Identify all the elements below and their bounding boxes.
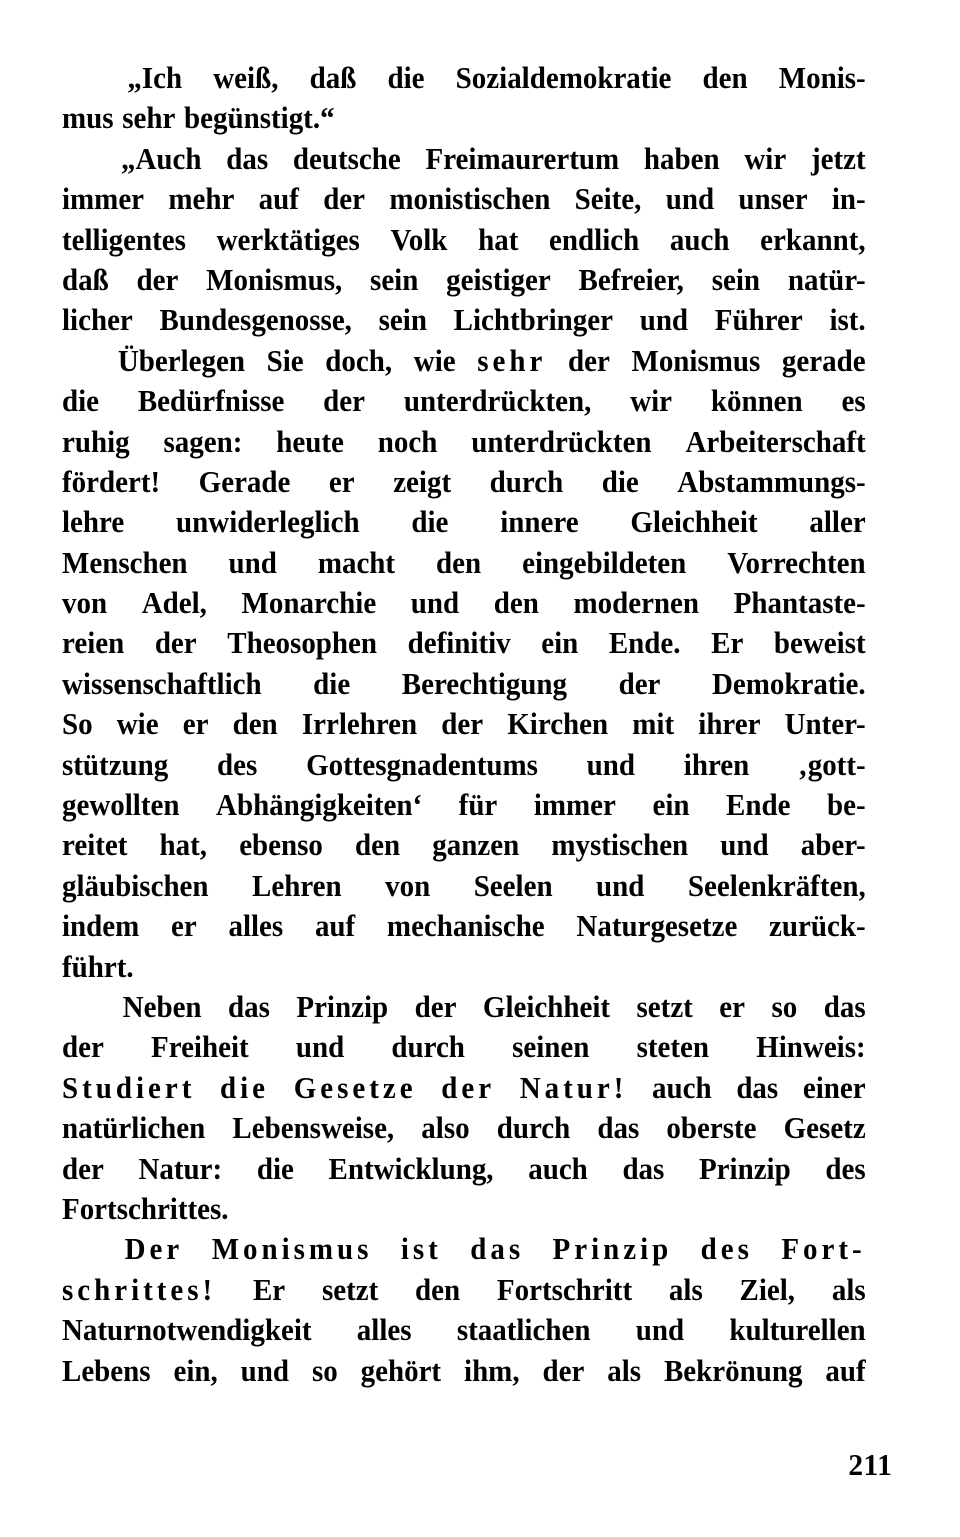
text-line bbox=[62, 825, 866, 865]
word: auch bbox=[669, 222, 730, 257]
word: Freiheit bbox=[151, 1030, 249, 1065]
word: Monis- bbox=[778, 61, 866, 95]
word: setzt bbox=[321, 1272, 379, 1307]
text-line bbox=[62, 462, 866, 502]
word: Lichtbringer bbox=[453, 303, 613, 338]
word: Abstammungs- bbox=[677, 464, 866, 499]
word: das bbox=[470, 1232, 525, 1267]
word: der bbox=[62, 1030, 104, 1065]
text-line bbox=[62, 1310, 866, 1350]
word: es bbox=[841, 384, 866, 419]
word: Prinzip bbox=[698, 1151, 791, 1186]
word: und bbox=[228, 545, 277, 580]
word: daß bbox=[62, 262, 109, 297]
paragraph bbox=[62, 58, 866, 139]
word: begünstigt.“ bbox=[184, 101, 335, 136]
word: Kirchen bbox=[507, 707, 609, 742]
word: Freimaurertum bbox=[425, 141, 620, 176]
word: Monismus bbox=[631, 343, 761, 378]
word: natürlichen bbox=[62, 1111, 206, 1146]
word: macht bbox=[317, 545, 396, 580]
word: und bbox=[635, 1313, 685, 1348]
word: Neben bbox=[122, 989, 202, 1024]
word: eingebildeten bbox=[522, 545, 687, 580]
word: Monismus, bbox=[206, 262, 343, 297]
word: Gesetze bbox=[293, 1070, 417, 1105]
word: ganzen bbox=[432, 828, 520, 863]
word: die bbox=[601, 464, 639, 499]
word: reitet bbox=[62, 828, 128, 863]
word: auch bbox=[652, 1070, 712, 1105]
text-line bbox=[62, 98, 866, 138]
word: Bundesgenosse, bbox=[159, 303, 352, 338]
word: Unter- bbox=[784, 707, 866, 742]
page-text-block bbox=[62, 58, 866, 1391]
word: Monismus bbox=[211, 1232, 373, 1267]
word: setzt bbox=[636, 989, 693, 1024]
word: als bbox=[668, 1272, 703, 1307]
page-number: 211 bbox=[848, 1447, 892, 1482]
word: ein, bbox=[173, 1353, 218, 1388]
word: zurück- bbox=[769, 909, 866, 944]
word: gewollten bbox=[62, 788, 180, 823]
word: seinen bbox=[512, 1030, 590, 1065]
word: in- bbox=[831, 182, 866, 217]
word: Fort- bbox=[781, 1232, 866, 1267]
word: Natur! bbox=[519, 1070, 628, 1105]
word: modernen bbox=[573, 586, 700, 621]
word: Prinzip bbox=[296, 989, 389, 1024]
word: den bbox=[415, 1272, 461, 1307]
word: Vorrechten bbox=[727, 545, 866, 580]
paragraph-indent bbox=[62, 58, 96, 98]
word: Sie bbox=[266, 343, 304, 378]
word: ihm, bbox=[464, 1353, 520, 1388]
text-line bbox=[62, 745, 866, 785]
word: Demokratie. bbox=[711, 666, 866, 701]
word: das bbox=[597, 1111, 640, 1146]
word: mus bbox=[62, 101, 114, 136]
word: also bbox=[421, 1111, 470, 1146]
word: steten bbox=[636, 1030, 710, 1065]
text-line bbox=[62, 704, 866, 744]
word: sein bbox=[711, 262, 761, 297]
text-line bbox=[62, 300, 866, 340]
word: einer bbox=[802, 1070, 866, 1105]
word: ein bbox=[541, 626, 579, 661]
word: können bbox=[710, 384, 803, 419]
word: als bbox=[831, 1272, 866, 1307]
word: die bbox=[256, 1151, 294, 1186]
word: alles bbox=[228, 909, 284, 944]
word: Lebens bbox=[62, 1353, 151, 1388]
word: der bbox=[441, 1070, 496, 1105]
word: „Auch bbox=[120, 141, 202, 176]
text-line bbox=[62, 58, 866, 98]
word: Naturnotwendigkeit bbox=[62, 1313, 312, 1348]
text-line bbox=[62, 866, 866, 906]
word: ihren bbox=[683, 747, 750, 782]
word: von bbox=[62, 586, 108, 621]
word: Phantaste- bbox=[733, 586, 866, 621]
word: und bbox=[240, 1353, 290, 1388]
word: sein bbox=[378, 303, 427, 338]
word: hat bbox=[478, 222, 519, 257]
word: werktätiges bbox=[216, 222, 360, 257]
word: ihrer bbox=[698, 707, 761, 742]
word: ruhig bbox=[62, 424, 130, 459]
word: unterdrückten, bbox=[403, 384, 592, 419]
word: das bbox=[736, 1070, 779, 1105]
word: Bekrönung bbox=[663, 1353, 803, 1388]
word: die bbox=[387, 61, 425, 95]
word: des bbox=[825, 1151, 866, 1186]
word: Irrlehren bbox=[301, 707, 418, 742]
word: die bbox=[313, 666, 351, 701]
text-line bbox=[62, 623, 866, 663]
word: kulturellen bbox=[729, 1313, 866, 1348]
text-line bbox=[62, 260, 866, 300]
paragraph bbox=[62, 139, 866, 341]
word: und bbox=[586, 747, 636, 782]
word: wie bbox=[413, 343, 456, 378]
word: natür- bbox=[787, 262, 866, 297]
word: immer bbox=[62, 182, 145, 217]
word: ist bbox=[400, 1232, 442, 1267]
word: So bbox=[62, 707, 93, 742]
word: gläubischen bbox=[62, 868, 209, 903]
text-line bbox=[62, 1351, 866, 1391]
paragraph bbox=[62, 1229, 866, 1391]
word: durch bbox=[391, 1030, 465, 1065]
word: Arbeiterschaft bbox=[685, 424, 866, 459]
word: Ziel, bbox=[739, 1272, 796, 1307]
text-line bbox=[62, 220, 866, 260]
word: Seelenkräften, bbox=[687, 868, 866, 903]
text-line bbox=[62, 906, 866, 946]
word: sehr bbox=[122, 101, 176, 136]
word: Lehren bbox=[252, 868, 342, 903]
word: den bbox=[232, 707, 278, 742]
word: Prinzip bbox=[552, 1232, 673, 1267]
word: Berechtigung bbox=[401, 666, 568, 701]
text-line bbox=[62, 1229, 866, 1269]
word: so bbox=[311, 1353, 338, 1388]
word: haben bbox=[643, 141, 720, 176]
word: Volk bbox=[390, 222, 448, 257]
word: auch bbox=[528, 1151, 588, 1186]
word: die bbox=[220, 1070, 270, 1105]
word: Ende. bbox=[608, 626, 681, 661]
word: wissenschaftlich bbox=[62, 666, 262, 701]
word: der bbox=[323, 384, 366, 419]
word: der bbox=[136, 262, 179, 297]
word: und bbox=[665, 182, 715, 217]
word: heute bbox=[276, 424, 344, 459]
word: Ende bbox=[726, 788, 791, 823]
paragraph-indent bbox=[62, 1229, 96, 1269]
word: Adel, bbox=[141, 586, 207, 621]
word: als bbox=[607, 1353, 642, 1388]
word: Abhängigkeiten‘ bbox=[216, 788, 423, 823]
word: Natur: bbox=[138, 1151, 223, 1186]
word: er bbox=[171, 909, 197, 944]
word: durch bbox=[489, 464, 564, 499]
word: von bbox=[385, 868, 431, 903]
word: telligentes bbox=[62, 222, 186, 257]
word: lehre bbox=[62, 505, 125, 540]
word: das bbox=[226, 141, 269, 176]
word: gerade bbox=[781, 343, 866, 378]
word: Gesetz bbox=[783, 1111, 866, 1146]
word: Gottesgnadentums bbox=[306, 747, 538, 782]
word: Er bbox=[252, 1272, 286, 1307]
word: unser bbox=[738, 182, 808, 217]
word: reien bbox=[62, 626, 125, 661]
word: staatlichen bbox=[456, 1313, 591, 1348]
word: fördert! bbox=[62, 464, 161, 499]
word: Sozialdemokratie bbox=[455, 61, 672, 95]
text-line bbox=[62, 502, 866, 542]
text-line bbox=[62, 1270, 866, 1310]
paragraph-indent bbox=[62, 139, 96, 179]
word: den bbox=[702, 61, 748, 95]
word: zeigt bbox=[393, 464, 452, 499]
word: gehört bbox=[360, 1353, 442, 1388]
word: definitiv bbox=[407, 626, 511, 661]
word: Hinweis: bbox=[756, 1030, 866, 1065]
word: doch, bbox=[325, 343, 393, 378]
word: auf bbox=[825, 1353, 866, 1388]
word: Gerade bbox=[198, 464, 291, 499]
word: den bbox=[493, 586, 539, 621]
word: der bbox=[154, 626, 197, 661]
word: Überlegen bbox=[117, 343, 245, 378]
word: Menschen bbox=[62, 545, 188, 580]
word: wie bbox=[116, 707, 159, 742]
word: Fortschritt bbox=[496, 1272, 633, 1307]
word: und bbox=[639, 303, 689, 338]
text-line bbox=[62, 664, 866, 704]
word: Studiert bbox=[62, 1070, 196, 1105]
word: Er bbox=[711, 626, 744, 661]
word: Lebensweise, bbox=[232, 1111, 395, 1146]
text-line bbox=[62, 583, 866, 623]
text-line bbox=[62, 341, 866, 381]
word: mystischen bbox=[551, 828, 689, 863]
word: Führer bbox=[714, 303, 803, 338]
word: der bbox=[567, 343, 610, 378]
word: licher bbox=[62, 303, 133, 338]
word: Gleichheit bbox=[630, 505, 758, 540]
text-line bbox=[62, 1108, 866, 1148]
word: führt. bbox=[62, 949, 134, 984]
word: Naturgesetze bbox=[576, 909, 738, 944]
text-line bbox=[62, 1068, 866, 1108]
word: Gleichheit bbox=[482, 989, 611, 1024]
word: Theosophen bbox=[227, 626, 378, 661]
word: ‚gott- bbox=[798, 747, 866, 782]
word: die bbox=[411, 505, 449, 540]
word: aber- bbox=[800, 828, 866, 863]
word: sein bbox=[370, 262, 419, 297]
word: hat, bbox=[159, 828, 208, 863]
word: endlich bbox=[549, 222, 640, 257]
word: des bbox=[700, 1232, 753, 1267]
word: das bbox=[622, 1151, 665, 1186]
paragraph-indent bbox=[62, 987, 96, 1027]
word: für bbox=[458, 788, 498, 823]
word: aller bbox=[809, 505, 866, 540]
text-line bbox=[62, 422, 866, 462]
word: „Ich bbox=[127, 61, 183, 95]
word: Monarchie bbox=[241, 586, 377, 621]
word: er bbox=[182, 707, 209, 742]
word: innere bbox=[500, 505, 579, 540]
word: mit bbox=[632, 707, 675, 742]
word: mechanische bbox=[386, 909, 545, 944]
paragraph bbox=[62, 341, 866, 987]
word: ebenso bbox=[239, 828, 323, 863]
text-line bbox=[62, 1027, 866, 1067]
text-line bbox=[62, 1149, 866, 1189]
word: Befreier, bbox=[578, 262, 684, 297]
word: den bbox=[436, 545, 482, 580]
word: und bbox=[295, 1030, 345, 1065]
word: der bbox=[618, 666, 661, 701]
word: auf bbox=[314, 909, 356, 944]
word: unterdrückten bbox=[471, 424, 652, 459]
word: der bbox=[323, 182, 366, 217]
word: Bedürfnisse bbox=[137, 384, 285, 419]
paragraph-indent bbox=[62, 341, 96, 381]
word: geistiger bbox=[446, 262, 551, 297]
word: der bbox=[441, 707, 484, 742]
word: weiß, bbox=[213, 61, 279, 95]
word: be- bbox=[827, 788, 866, 823]
text-line bbox=[62, 947, 866, 987]
word: und bbox=[410, 586, 460, 621]
word: auf bbox=[258, 182, 299, 217]
word: das bbox=[823, 989, 866, 1024]
word: er bbox=[719, 989, 746, 1024]
word: ein bbox=[652, 788, 690, 823]
word: mehr bbox=[168, 182, 235, 217]
word: den bbox=[355, 828, 401, 863]
text-line bbox=[62, 139, 866, 179]
word: sagen: bbox=[163, 424, 243, 459]
word: und bbox=[596, 868, 645, 903]
word: indem bbox=[62, 909, 140, 944]
text-line bbox=[62, 785, 866, 825]
word: Seite, bbox=[574, 182, 642, 217]
word: Seelen bbox=[473, 868, 553, 903]
word: noch bbox=[377, 424, 438, 459]
word: Entwicklung, bbox=[328, 1151, 494, 1186]
text-line bbox=[62, 1189, 866, 1229]
word: daß bbox=[309, 61, 357, 95]
word: durch bbox=[496, 1111, 571, 1146]
word: so bbox=[771, 989, 798, 1024]
word: unwiderleglich bbox=[176, 505, 360, 540]
word: das bbox=[228, 989, 270, 1024]
word: er bbox=[328, 464, 355, 499]
text-line bbox=[62, 543, 866, 583]
word: und bbox=[720, 828, 769, 863]
text-line bbox=[62, 179, 866, 219]
word: alles bbox=[356, 1313, 412, 1348]
paragraph bbox=[62, 987, 866, 1229]
word: wir bbox=[630, 384, 673, 419]
text-line bbox=[62, 987, 866, 1027]
word: der bbox=[542, 1353, 585, 1388]
word: beweist bbox=[773, 626, 866, 661]
word: erkannt, bbox=[760, 222, 866, 257]
word: monistischen bbox=[389, 182, 551, 217]
word: immer bbox=[533, 788, 616, 823]
word: wir bbox=[744, 141, 787, 176]
word: ist. bbox=[829, 303, 866, 338]
word: der bbox=[414, 989, 457, 1024]
word: des bbox=[217, 747, 258, 782]
word: Fortschrittes. bbox=[62, 1191, 229, 1226]
word: oberste bbox=[666, 1111, 757, 1146]
word: die bbox=[62, 384, 100, 419]
word: Der bbox=[124, 1232, 184, 1267]
text-line bbox=[62, 381, 866, 421]
word: deutsche bbox=[292, 141, 401, 176]
word: stützung bbox=[62, 747, 169, 782]
word: schrittes! bbox=[62, 1272, 217, 1307]
word: jetzt bbox=[810, 141, 866, 176]
word: sehr bbox=[477, 343, 547, 378]
word: der bbox=[62, 1151, 104, 1186]
